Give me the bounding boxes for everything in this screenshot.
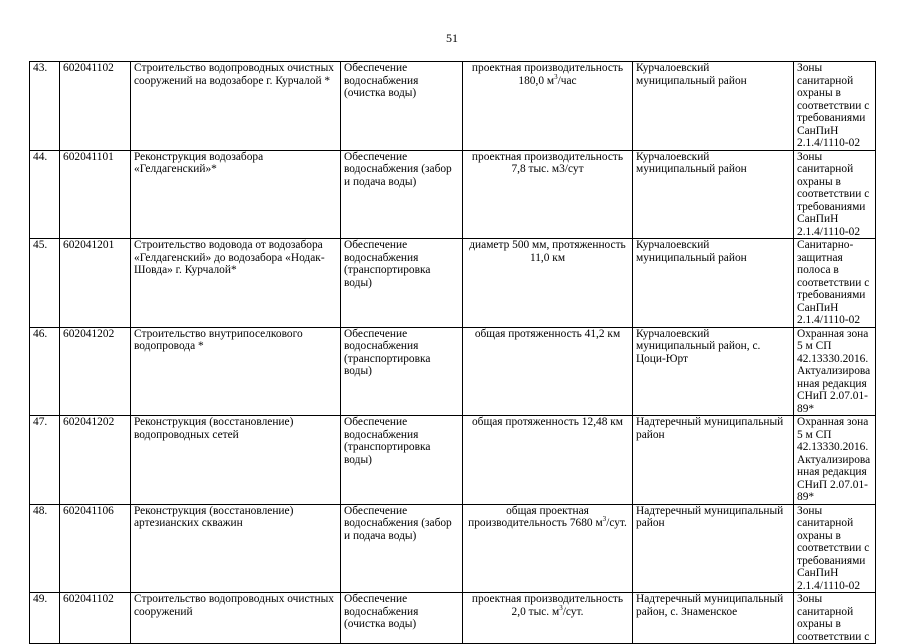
param-text: проектная производительность 2,0 тыс. м (471, 593, 624, 618)
object-parameters (463, 327, 633, 416)
object-purpose: Обеспечение водоснабжения (очистка воды) (341, 593, 463, 644)
object-parameters (463, 593, 633, 644)
object-parameters (463, 62, 633, 151)
object-code: 602041202 (60, 416, 131, 505)
row-number: 43. (30, 62, 60, 151)
table-row (30, 150, 876, 239)
param-superscript: 3 (559, 603, 563, 612)
zone-restrictions: Охранная зона 5 м СП 42.13330.2016. Актуализированная редакция СНиП 2.07.01-89* (794, 327, 876, 416)
row-number: 48. (30, 504, 60, 593)
param-unit: /час (557, 74, 577, 87)
object-purpose: Обеспечение водоснабжения (очистка воды) (341, 62, 463, 151)
object-code: 602041102 (60, 593, 131, 644)
object-code: 602041201 (60, 239, 131, 328)
object-name: Реконструкция (восстановление) артезианских скважин (131, 504, 341, 593)
row-number: 44. (30, 150, 60, 239)
zone-restrictions: Зоны санитарной охраны в соответствии с требованиями СанПиН 2.1.4/1110-02 (794, 150, 876, 239)
param-text: проектная производительность 7,8 тыс. м3/сут (471, 150, 624, 175)
page-number: 51 (446, 31, 458, 45)
param-superscript: 3 (554, 72, 558, 81)
param-text: общая протяженность 41,2 км (474, 327, 621, 340)
param-unit: /сут. (606, 517, 627, 529)
param-text: диаметр 500 мм, протяженность 11,0 км (469, 239, 626, 264)
object-location: Надтеречный муниципальный район, с. Знаменское (633, 593, 794, 644)
object-name: Строительство водопроводных очистных сооружений (131, 593, 341, 644)
table-row (30, 327, 876, 416)
zone-restrictions: Зоны санитарной охраны в соответствии с требованиями СанПиН 2.1.4/1110-02 (794, 62, 876, 151)
object-location: Надтеречный муниципальный район (633, 416, 794, 505)
object-code: 602041202 (60, 327, 131, 416)
param-text: общая проектная производительность 7680 м (468, 504, 603, 529)
param-text: общая протяженность 12,48 км (471, 416, 624, 428)
object-purpose: Обеспечение водоснабжения (забор и подача воды) (341, 504, 463, 593)
object-name: Строительство внутрипоселкового водопровода * (131, 327, 341, 416)
object-purpose: Обеспечение водоснабжения (транспортировка воды) (341, 327, 463, 416)
object-name: Строительство водовода от водозабора «Гелдагенский» до водозабора «Нодак-Шовда» г. Курчалой* (131, 239, 341, 328)
row-number: 46. (30, 327, 60, 416)
object-purpose: Обеспечение водоснабжения (транспортировка воды) (341, 416, 463, 505)
object-name: Реконструкция водозабора «Гелдагенский»* (131, 150, 341, 239)
object-parameters (463, 416, 633, 505)
object-parameters (463, 504, 633, 593)
table-row (30, 62, 876, 151)
object-location: Курчалоевский муниципальный район, с. Цоци-Юрт (633, 327, 794, 416)
object-purpose: Обеспечение водоснабжения (забор и подача воды) (341, 150, 463, 239)
param-superscript: 3 (602, 515, 607, 524)
object-location: Курчалоевский муниципальный район (633, 62, 794, 151)
table-row (30, 504, 876, 593)
zone-restrictions: Санитарно-защитная полоса в соответствии с требованиями СанПиН 2.1.4/1110-02 (794, 239, 876, 328)
row-number: 47. (30, 416, 60, 505)
zone-restrictions: Охранная зона 5 м СП 42.13330.2016. Актуализированная редакция СНиП 2.07.01-89* (794, 416, 876, 505)
object-location: Надтеречный муниципальный район (633, 504, 794, 593)
table-row (30, 593, 876, 644)
object-purpose: Обеспечение водоснабжения (транспортировка воды) (341, 239, 463, 328)
table-row (30, 239, 876, 328)
object-parameters (463, 150, 633, 239)
object-parameters (463, 239, 633, 328)
param-unit: /сут. (562, 605, 584, 618)
object-code: 602041106 (60, 504, 131, 593)
object-location: Курчалоевский муниципальный район (633, 239, 794, 328)
row-number: 49. (30, 593, 60, 644)
zone-restrictions: Зоны санитарной охраны в соответствии с требованиями СанПиН 2.1.4/1110-02 (794, 504, 876, 593)
object-code: 602041101 (60, 150, 131, 239)
object-code: 602041102 (60, 62, 131, 151)
zone-restrictions: Зоны санитарной охраны в соответствии с (794, 593, 876, 644)
row-number: 45. (30, 239, 60, 328)
object-location: Курчалоевский муниципальный район (633, 150, 794, 239)
object-name: Реконструкция (восстановление) водопроводных сетей (131, 416, 341, 505)
param-text: проектная производительность 180,0 м (471, 62, 624, 87)
table-row (30, 416, 876, 505)
object-name: Строительство водопроводных очистных сооружений на водозаборе г. Курчалой * (131, 62, 341, 151)
infrastructure-table (29, 61, 876, 644)
